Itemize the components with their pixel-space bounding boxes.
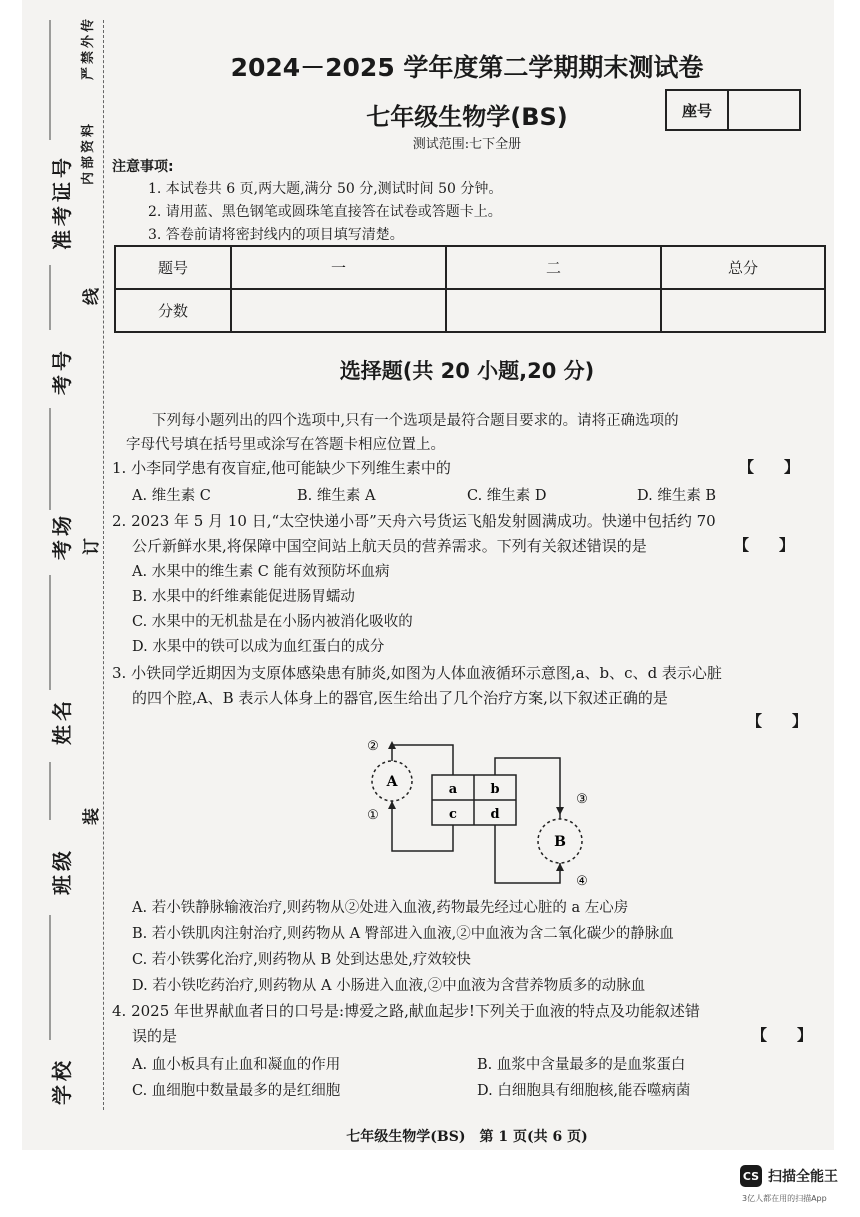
score-table-header-row xyxy=(115,246,825,289)
seal-ding-label: 订 xyxy=(82,538,102,555)
score-table xyxy=(114,245,826,333)
scanner-app-tagline: 3亿人都在用的扫描App xyxy=(742,1194,827,1203)
point-label: ① xyxy=(367,808,379,823)
question-2-answer-bracket[interactable]: 【 】 xyxy=(734,536,795,554)
question-2-option-a[interactable]: A. 水果中的维生素 C 能有效预防坏血病 xyxy=(132,564,390,580)
score-cell: 二 xyxy=(446,246,661,289)
exam-subtitle: 七年级生物学(BS) xyxy=(366,103,568,131)
chamber-label: d xyxy=(490,807,500,822)
seal-zhuang-label: 装 xyxy=(82,808,102,825)
question-1-stem: 1. 小李同学患有夜盲症,他可能缺少下列维生素中的 xyxy=(112,459,451,477)
question-1-option-a[interactable]: A. 维生素 C xyxy=(132,488,211,504)
side-note-internal: 内部资料 xyxy=(81,120,96,185)
chamber-label: c xyxy=(449,807,457,822)
question-1-option-d[interactable]: D. 维生素 B xyxy=(637,488,717,504)
scanner-logo-icon: CS xyxy=(740,1165,762,1187)
question-4-answer-bracket[interactable]: 【 】 xyxy=(752,1026,813,1044)
question-1-option-c[interactable]: C. 维生素 D xyxy=(467,488,547,504)
section-instruction: 下列每小题列出的四个选项中,只有一个选项是最符合题目要求的。请将正确选项的 xyxy=(152,413,679,429)
flow-arrow xyxy=(556,863,564,871)
page-footer: 七年级生物学(BS) 第 1 页(共 6 页) xyxy=(346,1129,588,1145)
score-input-cell[interactable] xyxy=(661,289,825,332)
question-4-stem: 4. 2025 年世界献血者日的口号是:博爱之路,献血起步!下列关于血液的特点及功能叙述错 xyxy=(112,1002,700,1020)
point-label: ② xyxy=(367,739,379,754)
score-input-cell[interactable] xyxy=(231,289,446,332)
score-cell: 总分 xyxy=(661,246,825,289)
question-3-option-a[interactable]: A. 若小铁静脉输液治疗,则药物从②处进入血液,药物最先经过心脏的 a 左心房 xyxy=(132,900,629,916)
question-1-answer-bracket[interactable]: 【 】 xyxy=(739,458,800,476)
organ-b-label: B xyxy=(554,834,566,850)
seat-number-label: 座号 xyxy=(667,91,729,129)
question-3-option-d[interactable]: D. 若小铁吃药治疗,则药物从 A 小肠进入血液,②中血液为含营养物质多的动脉血 xyxy=(132,978,646,994)
field-name-label: 姓名 xyxy=(50,697,74,745)
question-2-stem: 公斤新鲜水果,将保障中国空间站上航天员的营养需求。下列有关叙述错误的是 xyxy=(132,537,647,555)
chamber-label: a xyxy=(448,782,458,797)
side-note-top: 严禁外传 xyxy=(81,15,96,80)
question-3-stem: 3. 小铁同学近期因为支原体感染患有肺炎,如图为人体血液循环示意图,a、b、c、d 表示心脏 xyxy=(112,664,722,682)
field-room-label: 考场 xyxy=(50,512,74,560)
field-school-label: 学校 xyxy=(50,1057,74,1105)
section-instruction: 字母代号填在括号里或涂写在答题卡相应位置上。 xyxy=(126,437,445,453)
scanner-app-name: 扫描全能王 xyxy=(768,1169,838,1185)
field-exam-id-label: 准考证号 xyxy=(50,154,74,250)
flow-arrow xyxy=(556,807,564,815)
exam-title: 2024－2025 学年度第二学期期末测试卷 xyxy=(230,53,704,82)
notice-item: 2. 请用蓝、黑色钢笔或圆珠笔直接答在试卷或答题卡上。 xyxy=(148,204,502,220)
vessel-path xyxy=(495,758,560,819)
point-label: ④ xyxy=(576,874,588,889)
question-4-stem: 误的是 xyxy=(132,1027,178,1045)
score-cell: 一 xyxy=(231,246,446,289)
notice-item: 1. 本试卷共 6 页,两大题,满分 50 分,测试时间 50 分钟。 xyxy=(148,181,503,197)
question-3-option-b[interactable]: B. 若小铁肌肉注射治疗,则药物从 A 臀部进入血液,②中血液为含二氧化碳少的静脉血 xyxy=(132,926,674,942)
binding-strip xyxy=(22,0,102,1150)
organ-a-label: A xyxy=(386,774,398,790)
score-cell: 题号 xyxy=(115,246,231,289)
seat-number-box[interactable] xyxy=(665,89,801,131)
question-4-option-d[interactable]: D. 白细胞具有细胞核,能吞噬病菌 xyxy=(477,1083,691,1099)
notice-item: 3. 答卷前请将密封线内的项目填写清楚。 xyxy=(148,227,404,243)
vessel-path xyxy=(392,745,453,775)
flow-arrow xyxy=(388,801,396,809)
question-3-option-c[interactable]: C. 若小铁雾化治疗,则药物从 B 处到达患处,疗效较快 xyxy=(132,952,471,968)
chamber-label: b xyxy=(490,782,500,797)
question-3-answer-bracket[interactable]: 【 】 xyxy=(747,712,808,730)
question-2-stem: 2. 2023 年 5 月 10 日,“太空快递小哥”天舟六号货运飞船发射圆满成功。快递中包括约 70 xyxy=(112,512,716,530)
vessel-path xyxy=(392,801,453,851)
score-input-cell[interactable] xyxy=(446,289,661,332)
seat-number-field[interactable] xyxy=(729,91,799,129)
section-title: 选择题(共 20 小题,20 分) xyxy=(339,359,595,383)
question-3-stem: 的四个腔,A、B 表示人体身上的器官,医生给出了几个治疗方案,以下叙述正确的是 xyxy=(132,689,668,707)
question-2-option-c[interactable]: C. 水果中的无机盐是在小肠内被消化吸收的 xyxy=(132,614,413,630)
notice-heading: 注意事项: xyxy=(112,159,174,175)
field-class-label: 班级 xyxy=(50,847,74,895)
field-exam-no-label: 考号 xyxy=(50,347,74,395)
question-4-option-b[interactable]: B. 血浆中含量最多的是血浆蛋白 xyxy=(477,1057,686,1073)
question-4-option-a[interactable]: A. 血小板具有止血和凝血的作用 xyxy=(132,1057,341,1073)
question-2-option-d[interactable]: D. 水果中的铁可以成为血红蛋白的成分 xyxy=(132,639,385,655)
test-range: 测试范围:七下全册 xyxy=(412,137,522,152)
seal-dashed-line xyxy=(103,20,104,1110)
point-label: ③ xyxy=(576,792,588,807)
score-table-score-row xyxy=(115,289,825,332)
blood-circulation-diagram xyxy=(360,733,620,893)
question-1-option-b[interactable]: B. 维生素 A xyxy=(297,488,376,504)
vessel-path xyxy=(495,825,560,883)
score-cell: 分数 xyxy=(115,289,231,332)
fill-in-underlines xyxy=(22,0,102,1150)
seal-line-label: 线 xyxy=(82,288,102,305)
question-4-option-c[interactable]: C. 血细胞中数量最多的是红细胞 xyxy=(132,1083,341,1099)
question-2-option-b[interactable]: B. 水果中的纤维素能促进肠胃蠕动 xyxy=(132,589,355,605)
